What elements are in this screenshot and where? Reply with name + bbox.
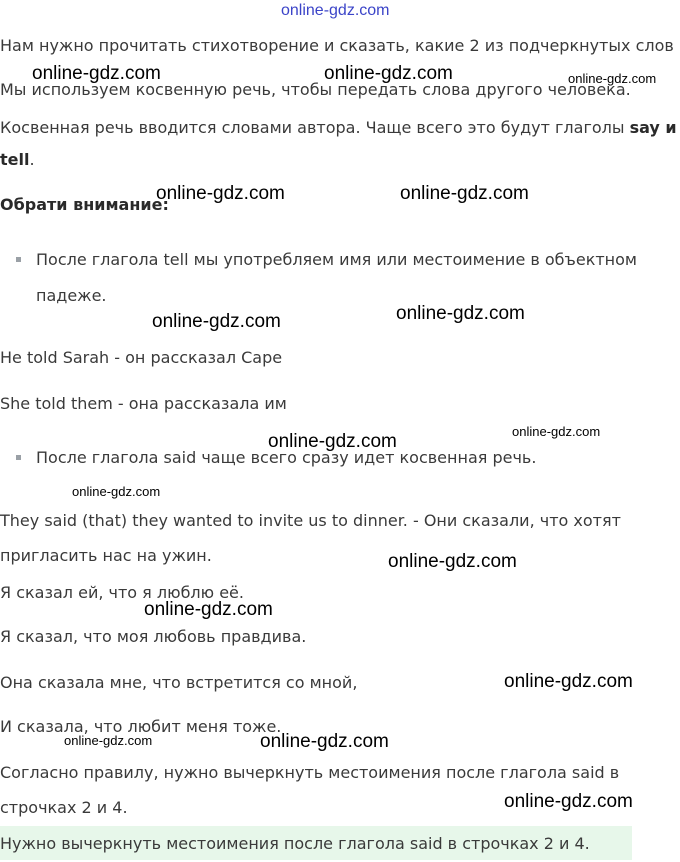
bullet-1-line-1: После глагола tell мы употребляем имя или местоимение в объектном xyxy=(36,250,637,269)
poem-line-3: Она сказала мне, что встретится со мной, xyxy=(0,673,358,692)
bullet-marker xyxy=(16,257,21,262)
conclusion-line-1: Согласно правилу, нужно вычеркнуть местоимения после глагола said в xyxy=(0,763,620,782)
conclusion-line-2: строчках 2 и 4. xyxy=(0,798,128,817)
watermark: online-gdz.com xyxy=(152,311,281,332)
watermark: online-gdz.com xyxy=(260,731,389,752)
watermark: online-gdz.com xyxy=(504,671,633,692)
watermark: online-gdz.com xyxy=(156,183,285,204)
example-tell-2: She told them - она рассказала им xyxy=(0,394,287,413)
watermark: online-gdz.com xyxy=(568,71,657,86)
intro-line-1: Нам нужно прочитать стихотворение и сказать, какие 2 из подчеркнутых слов xyxy=(0,36,674,55)
watermark: online-gdz.com xyxy=(64,733,153,748)
watermark: online-gdz.com xyxy=(388,551,517,572)
bullet-1-line-2: падеже. xyxy=(36,286,107,305)
watermark: online-gdz.com xyxy=(32,63,161,84)
watermark: online-gdz.com xyxy=(72,484,161,499)
intro-line-3 xyxy=(0,118,677,138)
watermark: online-gdz.com xyxy=(512,424,601,439)
watermark: online-gdz.com xyxy=(144,599,273,620)
answer-text: Нужно вычеркнуть местоимения после глагола said в строчках 2 и 4. xyxy=(0,834,590,853)
bullet-2-line-1: После глагола said чаще всего сразу идет косвенная речь. xyxy=(36,448,537,467)
poem-line-2: Я сказал, что моя любовь правдива. xyxy=(0,627,307,646)
header-watermark: online-gdz.com xyxy=(281,2,390,19)
intro-line-2: Мы используем косвенную речь, чтобы передать слова другого человека. xyxy=(0,80,631,99)
intro-line-4-bold: tell xyxy=(0,150,30,169)
watermark: online-gdz.com xyxy=(324,63,453,84)
note-heading: Обрати внимание: xyxy=(0,195,169,214)
watermark: online-gdz.com xyxy=(400,183,529,204)
intro-line-4-rest: . xyxy=(29,150,35,169)
example-tell-1: He told Sarah - он рассказал Саре xyxy=(0,348,283,367)
poem-line-1: Я сказал ей, что я люблю её. xyxy=(0,583,244,602)
intro-line-3-bold: say и xyxy=(629,118,677,137)
watermark: online-gdz.com xyxy=(396,303,525,324)
intro-line-3-text: Косвенная речь вводится словами автора. Чаще всего это будут глаголы xyxy=(0,118,630,137)
poem-line-4: И сказала, что любит меня тоже. xyxy=(0,717,282,736)
bullet-marker xyxy=(16,455,21,460)
example-said-line-2: пригласить нас на ужин. xyxy=(0,546,212,565)
intro-line-4 xyxy=(0,150,35,170)
example-said-line-1: They said (that) they wanted to invite us to dinner. - Они сказали, что хотят xyxy=(0,511,621,530)
watermark: online-gdz.com xyxy=(268,431,397,452)
watermark: online-gdz.com xyxy=(504,791,633,812)
